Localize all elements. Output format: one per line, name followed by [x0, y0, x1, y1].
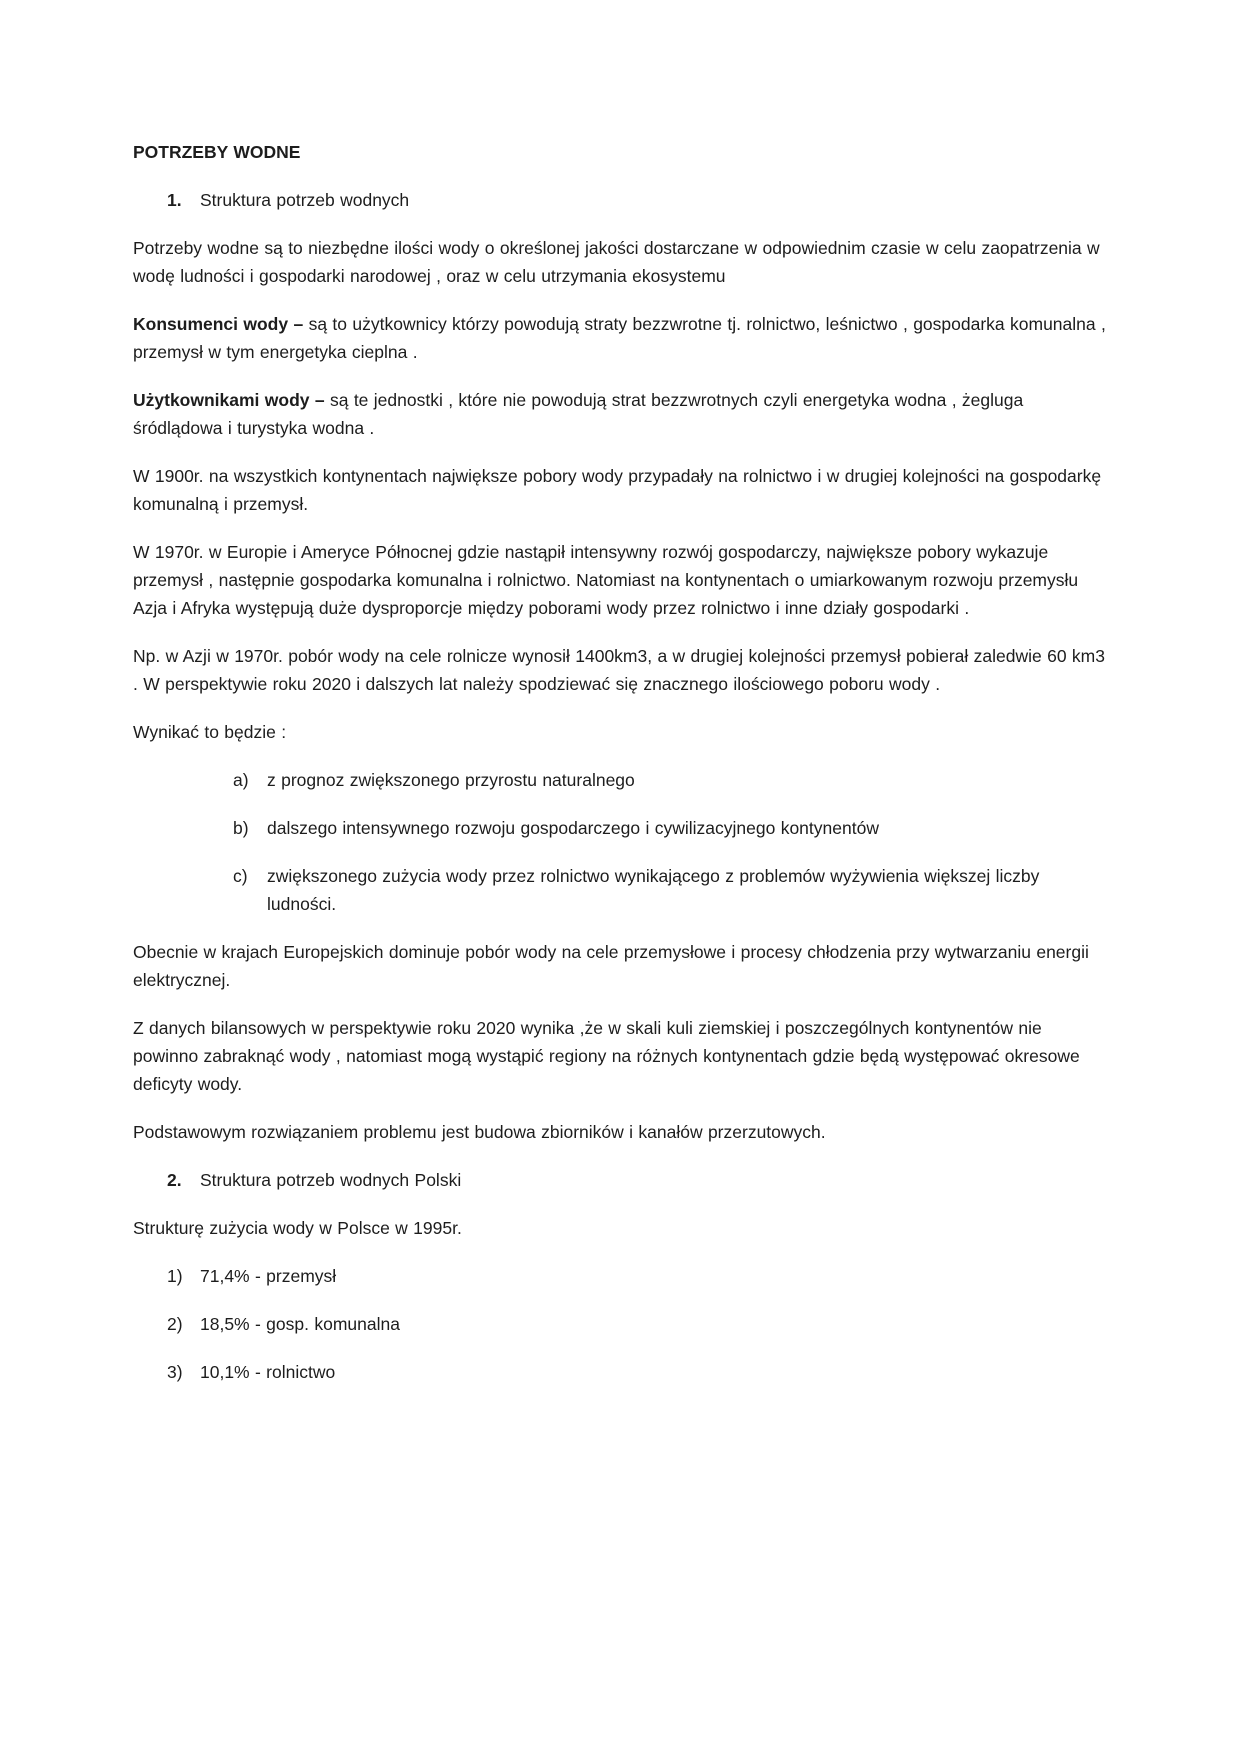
section-2-title: Struktura potrzeb wodnych Polski: [200, 1170, 462, 1190]
list-item-struktura-1-marker: 1): [167, 1266, 183, 1286]
list-item-struktura-3: [133, 1358, 1106, 1386]
list-item-cause-b-marker: b): [233, 818, 249, 838]
paragraph-uzytkownicy-body: są te jednostki , które nie powodują strat bezzwrotnych czyli energetyka wodna , żegluga śródlądowa i turystyka wodna .: [133, 390, 1024, 438]
paragraph-obecnie: Obecnie w krajach Europejskich dominuje pobór wody na cele przemysłowe i procesy chłodzenia przy wytwarzaniu energii elektrycznej.: [133, 942, 1089, 990]
paragraph-1970: W 1970r. w Europie i Ameryce Północnej gdzie nastąpił intensywny rozwój gospodarczy, największe pobory wykazuje przemysł , następnie gospodarka komunalna i rolnictwo. Natomiast na kontynentach o umiarkowanym rozwoju przemysłu Azja i Afryka występują duże dysproporcje między poborami wody przez rolnictwo i inne działy gospodarki .: [133, 542, 1079, 618]
paragraph-1900: W 1900r. na wszystkich kontynentach największe pobory wody przypadały na rolnictwo i w drugiej kolejności na gospodarkę komunalną i przemysł.: [133, 466, 1102, 514]
section-2-heading: [133, 1166, 1106, 1194]
list-item-cause-a-text: z prognoz zwiększonego przyrostu naturalnego: [267, 770, 635, 790]
paragraph-azja: Np. w Azji w 1970r. pobór wody na cele rolnicze wynosił 1400km3, a w drugiej kolejności przemysł pobierał zaledwie 60 km3 . W perspektywie roku 2020 i dalszych lat należy spodziewać się znacznego ilościowego poboru wody .: [133, 646, 1105, 694]
paragraph-konsumenci-lead: Konsumenci wody –: [133, 314, 309, 334]
list-item-struktura-3-text: 10,1% - rolnictwo: [200, 1362, 336, 1382]
list-item-struktura-2-marker: 2): [167, 1314, 183, 1334]
document-title: POTRZEBY WODNE: [133, 142, 301, 162]
paragraph-wynikac: Wynikać to będzie :: [133, 722, 287, 742]
paragraph-uzytkownicy: [133, 386, 1106, 442]
paragraph-rozwiazanie: Podstawowym rozwiązaniem problemu jest budowa zbiorników i kanałów przerzutowych.: [133, 1122, 826, 1142]
list-item-cause-c-marker: c): [233, 866, 248, 886]
paragraph-struktura-polski: Strukturę zużycia wody w Polsce w 1995r.: [133, 1218, 462, 1238]
list-item-cause-b-text: dalszego intensywnego rozwoju gospodarczego i cywilizacyjnego kontynentów: [267, 818, 879, 838]
paragraph-konsumenci: [133, 310, 1106, 366]
list-item-struktura-1: [133, 1262, 1106, 1290]
paragraph-uzytkownicy-lead: Użytkownikami wody –: [133, 390, 330, 410]
list-item-cause-c: [133, 862, 1106, 918]
list-item-cause-b: [133, 814, 1106, 842]
section-1-heading: [133, 186, 1106, 214]
paragraph-bilans: Z danych bilansowych w perspektywie roku 2020 wynika ,że w skali kuli ziemskiej i poszczególnych kontynentów nie powinno zabraknąć wody , natomiast mogą wystąpić regiony na różnych kontynentach gdzie będą występować okresowe deficyty wody.: [133, 1018, 1080, 1094]
paragraph-konsumenci-body: są to użytkownicy którzy powodują straty bezzwrotne tj. rolnictwo, leśnictwo , gospodarka komunalna , przemysł w tym energetyka cieplna .: [133, 314, 1106, 362]
list-item-cause-a-marker: a): [233, 770, 249, 790]
section-2-number: 2.: [167, 1170, 182, 1190]
list-item-struktura-1-text: 71,4% - przemysł: [200, 1266, 337, 1286]
section-1-title: Struktura potrzeb wodnych: [200, 190, 410, 210]
list-item-struktura-2-text: 18,5% - gosp. komunalna: [200, 1314, 400, 1334]
list-item-struktura-2: [133, 1310, 1106, 1338]
section-1-number: 1.: [167, 190, 182, 210]
list-item-struktura-3-marker: 3): [167, 1362, 183, 1382]
list-item-cause-c-text: zwiększonego zużycia wody przez rolnictwo wynikającego z problemów wyżywienia większej liczby ludności.: [267, 866, 1040, 914]
paragraph-definition: Potrzeby wodne są to niezbędne ilości wody o określonej jakości dostarczane w odpowiednim czasie w celu zaopatrzenia w wodę ludności i gospodarki narodowej , oraz w celu utrzymania ekosystemu: [133, 238, 1100, 286]
list-item-cause-a: [133, 766, 1106, 794]
